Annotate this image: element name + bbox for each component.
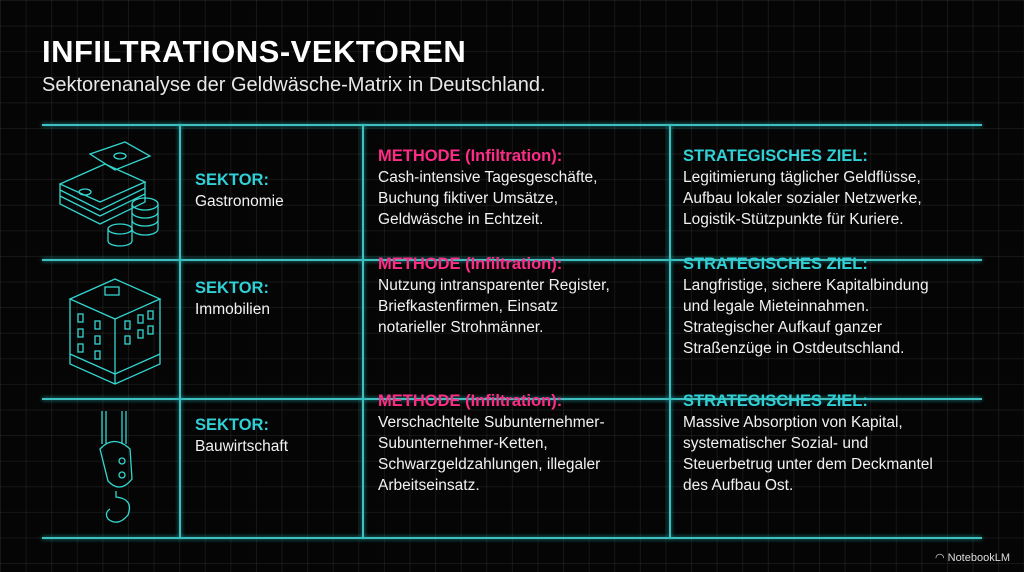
divider — [669, 124, 671, 538]
goal-line: Strategischer Aufkauf ganzer — [683, 319, 883, 336]
method-line: Subunternehmer-Ketten, — [378, 435, 548, 452]
method-line: Nutzung intransparenter Register, — [378, 277, 610, 294]
sector-label: SEKTOR: — [195, 416, 269, 434]
goal-label: STRATEGISCHES ZIEL: — [683, 255, 868, 273]
notebooklm-logo-icon: ◠ — [934, 552, 945, 564]
goal-line: systematischer Sozial- und — [683, 435, 869, 452]
method-label: METHODE (Infiltration): — [378, 392, 563, 410]
building-icon — [50, 269, 180, 389]
method-line: Briefkastenfirmen, Einsatz — [378, 298, 559, 315]
sector-name: Immobilien — [195, 301, 270, 318]
method-line: Cash-intensive Tagesgeschäfte, — [378, 169, 598, 186]
goal-line: Logistik-Stützpunkte für Kuriere. — [683, 211, 904, 228]
method-line: Arbeitseinsatz. — [378, 477, 480, 494]
goal-line: Langfristige, sichere Kapitalbindung — [683, 277, 929, 294]
divider — [362, 124, 364, 538]
goal-line: Aufbau lokaler sozialer Netzwerke, — [683, 190, 922, 207]
page-subtitle: Sektorenanalyse der Geldwäsche-Matrix in Deutschland. — [42, 74, 546, 96]
money-stack-icon — [50, 134, 180, 254]
goal-label: STRATEGISCHES ZIEL: — [683, 147, 868, 165]
method-line: Schwarzgeldzahlungen, illegaler — [378, 456, 601, 473]
divider — [42, 537, 982, 539]
goal-line: und legale Mieteinnahmen. — [683, 298, 870, 315]
brand-label: NotebookLM — [947, 552, 1010, 564]
method-line: notarieller Strohmänner. — [378, 319, 544, 336]
goal-line: Massive Absorption von Kapital, — [683, 414, 903, 431]
goal-line: Legitimierung täglicher Geldflüsse, — [683, 169, 921, 186]
sector-label: SEKTOR: — [195, 171, 269, 189]
goal-label: STRATEGISCHES ZIEL: — [683, 392, 868, 410]
method-line: Verschachtelte Subunternehmer- — [378, 414, 605, 431]
notebooklm-watermark — [935, 551, 1010, 564]
method-label: METHODE (Infiltration): — [378, 255, 563, 273]
sector-name: Bauwirtschaft — [195, 438, 289, 455]
method-line: Geldwäsche in Echtzeit. — [378, 211, 544, 228]
goal-line: Steuerbetrug unter dem Deckmantel — [683, 456, 933, 473]
divider — [42, 124, 982, 126]
goal-line: des Aufbau Ost. — [683, 477, 794, 494]
method-label: METHODE (Infiltration): — [378, 147, 563, 165]
goal-line: Straßenzüge in Ostdeutschland. — [683, 340, 905, 357]
sector-name: Gastronomie — [195, 193, 284, 210]
method-line: Buchung fiktiver Umsätze, — [378, 190, 559, 207]
crane-hook-icon — [50, 409, 180, 529]
sector-label: SEKTOR: — [195, 279, 269, 297]
page-title: INFILTRATIONS-VEKTOREN — [42, 34, 467, 69]
